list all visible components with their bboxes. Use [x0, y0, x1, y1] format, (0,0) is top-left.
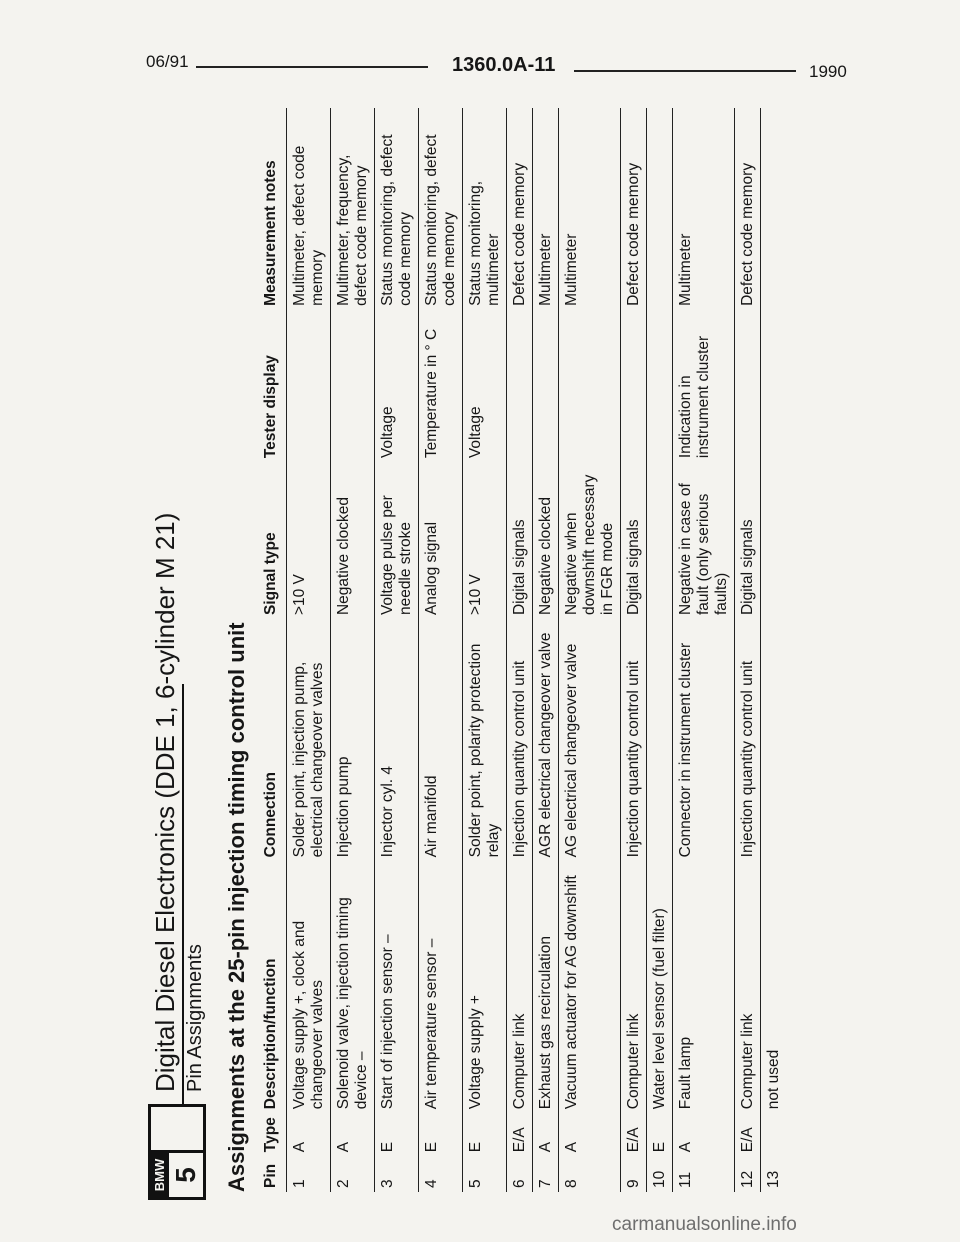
cell-connection: Solder point, injection pump, electrical changeover valves — [287, 619, 331, 861]
cell-measurement-notes: Multimeter — [533, 108, 559, 310]
cell-measurement-notes — [761, 108, 787, 310]
cell-connection: AGR electrical changeover valve — [533, 619, 559, 861]
table-row — [375, 108, 419, 1192]
rotated-page — [148, 100, 808, 1200]
cell-measurement-notes: Defect code memory — [507, 108, 533, 310]
cell-type: E/A — [507, 1113, 533, 1156]
table-row — [419, 108, 463, 1192]
cell-description: not used — [761, 861, 787, 1113]
cell-connection: Injection quantity control unit — [507, 619, 533, 861]
cell-tester-display — [287, 310, 331, 462]
col-header-connection: Connection — [262, 772, 279, 858]
cell-tester-display — [647, 310, 673, 462]
cell-type: A — [673, 1113, 735, 1156]
cell-signal-type: Digital signals — [621, 462, 647, 619]
cell-pin: 1 — [287, 1156, 331, 1192]
cell-connection — [761, 619, 787, 861]
bmw-series-logo — [148, 1150, 206, 1200]
col-header-measurement-notes: Measurement notes — [262, 160, 279, 306]
cell-type: E — [463, 1113, 507, 1156]
cell-type: E/A — [735, 1113, 761, 1156]
cell-type: E — [647, 1113, 673, 1156]
cell-description: Water level sensor (fuel filter) — [647, 861, 673, 1113]
cell-pin: 7 — [533, 1156, 559, 1192]
table-body — [287, 108, 787, 1192]
cell-description: Voltage supply +, clock and changeover valves — [287, 861, 331, 1113]
col-header-tester-display: Tester display — [262, 355, 279, 459]
table-row — [621, 108, 647, 1192]
cell-description: Fault lamp — [673, 861, 735, 1113]
cell-type: E/A — [621, 1113, 647, 1156]
cell-pin: 13 — [761, 1156, 787, 1192]
table-row — [647, 108, 673, 1192]
cell-description: Voltage supply + — [463, 861, 507, 1113]
cell-pin: 2 — [331, 1156, 375, 1192]
logo-blank-box — [148, 1104, 206, 1150]
cell-signal-type: Voltage pulse per needle stroke — [375, 462, 419, 619]
cell-tester-display: Voltage — [463, 310, 507, 462]
table-row — [673, 108, 735, 1192]
cell-tester-display — [507, 310, 533, 462]
col-header-type: Type — [262, 1117, 279, 1153]
cell-connection: Solder point, polarity protection relay — [463, 619, 507, 861]
cell-signal-type: Analog signal — [419, 462, 463, 619]
cell-connection: Injector cyl. 4 — [375, 619, 419, 861]
cell-description: Exhaust gas recirculation — [533, 861, 559, 1113]
cell-tester-display — [559, 310, 621, 462]
cell-type: A — [287, 1113, 331, 1156]
watermark: carmanualsonline.info — [612, 1214, 797, 1235]
cell-measurement-notes: Multimeter — [559, 108, 621, 310]
col-header-pin: Pin — [262, 1163, 279, 1188]
cell-pin: 9 — [621, 1156, 647, 1192]
cell-signal-type: Negative clocked — [533, 462, 559, 619]
table-row — [735, 108, 761, 1192]
cell-measurement-notes: Status monitoring, defect code memory — [419, 108, 463, 310]
cell-signal-type — [761, 462, 787, 619]
cell-tester-display — [761, 310, 787, 462]
cell-type: A — [331, 1113, 375, 1156]
cell-type: E — [375, 1113, 419, 1156]
cell-tester-display — [621, 310, 647, 462]
logo-series: 5 — [170, 1167, 201, 1183]
cell-connection: Injection quantity control unit — [621, 619, 647, 861]
cell-description: Computer link — [507, 861, 533, 1113]
cell-description: Start of injection sensor – — [375, 861, 419, 1113]
cell-signal-type: Negative when downshift necessary in FGR mode — [559, 462, 621, 619]
cell-connection: Air manifold — [419, 619, 463, 861]
cell-measurement-notes: Multimeter — [673, 108, 735, 310]
cell-description: Solenoid valve, injection timing device – — [331, 861, 375, 1113]
cell-tester-display — [735, 310, 761, 462]
cell-connection: Injection pump — [331, 619, 375, 861]
cell-type — [761, 1113, 787, 1156]
header-rule-right — [574, 70, 796, 72]
header-year: 1990 — [809, 62, 847, 81]
cell-description: Computer link — [735, 861, 761, 1113]
cell-connection: Connector in instrument cluster — [673, 619, 735, 861]
page-title: Digital Diesel Electronics (DDE 1, 6-cylinder M 21) — [150, 512, 180, 1092]
col-header-signal-type: Signal type — [262, 532, 279, 616]
section-title: Assignments at the 25-pin injection timing control unit — [224, 622, 249, 1192]
cell-tester-display: Temperature in ° C — [419, 310, 463, 462]
cell-pin: 10 — [647, 1156, 673, 1192]
table-row — [463, 108, 507, 1192]
cell-description: Computer link — [621, 861, 647, 1113]
table-row — [287, 108, 331, 1192]
table-header-row — [262, 108, 287, 1192]
header-rule-left — [196, 66, 428, 68]
header-date: 06/91 — [146, 52, 189, 71]
cell-pin: 5 — [463, 1156, 507, 1192]
cell-pin: 6 — [507, 1156, 533, 1192]
table-row — [507, 108, 533, 1192]
cell-measurement-notes: Status monitoring, multimeter — [463, 108, 507, 310]
header-document-code: 1360.0A-11 — [452, 54, 556, 76]
cell-pin: 11 — [673, 1156, 735, 1192]
cell-type: A — [533, 1113, 559, 1156]
cell-measurement-notes: Defect code memory — [621, 108, 647, 310]
cell-connection: AG electrical changeover valve — [559, 619, 621, 861]
cell-connection: Injection quantity control unit — [735, 619, 761, 861]
cell-signal-type: Negative in case of fault (only serious faults) — [673, 462, 735, 619]
cell-description: Air temperature sensor – — [419, 861, 463, 1113]
table-row — [533, 108, 559, 1192]
cell-measurement-notes — [647, 108, 673, 310]
cell-signal-type: >10 V — [287, 462, 331, 619]
cell-measurement-notes: Defect code memory — [735, 108, 761, 310]
cell-tester-display: Voltage — [375, 310, 419, 462]
cell-type: E — [419, 1113, 463, 1156]
cell-type: A — [559, 1113, 621, 1156]
table-row — [761, 108, 787, 1192]
col-header-description: Description/function — [262, 958, 279, 1110]
cell-connection — [647, 619, 673, 861]
cell-measurement-notes: Status monitoring, defect code memory — [375, 108, 419, 310]
cell-signal-type — [647, 462, 673, 619]
cell-tester-display — [533, 310, 559, 462]
table-row — [559, 108, 621, 1192]
cell-signal-type: Digital signals — [507, 462, 533, 619]
cell-signal-type: Negative clocked — [331, 462, 375, 619]
logo-brand: BMW — [151, 1153, 169, 1197]
cell-measurement-notes: Multimeter, defect code memory — [287, 108, 331, 310]
cell-signal-type: Digital signals — [735, 462, 761, 619]
cell-measurement-notes: Multimeter, frequency, defect code memory — [331, 108, 375, 310]
cell-tester-display: Indication in instrument cluster — [673, 310, 735, 462]
cell-pin: 12 — [735, 1156, 761, 1192]
table-row — [331, 108, 375, 1192]
cell-description: Vacuum actuator for AG downshift — [559, 861, 621, 1113]
cell-pin: 8 — [559, 1156, 621, 1192]
page-subtitle: Pin Assignments — [184, 944, 206, 1092]
cell-tester-display — [331, 310, 375, 462]
cell-pin: 3 — [375, 1156, 419, 1192]
pin-assignment-table — [262, 108, 786, 1192]
cell-signal-type: >10 V — [463, 462, 507, 619]
cell-pin: 4 — [419, 1156, 463, 1192]
